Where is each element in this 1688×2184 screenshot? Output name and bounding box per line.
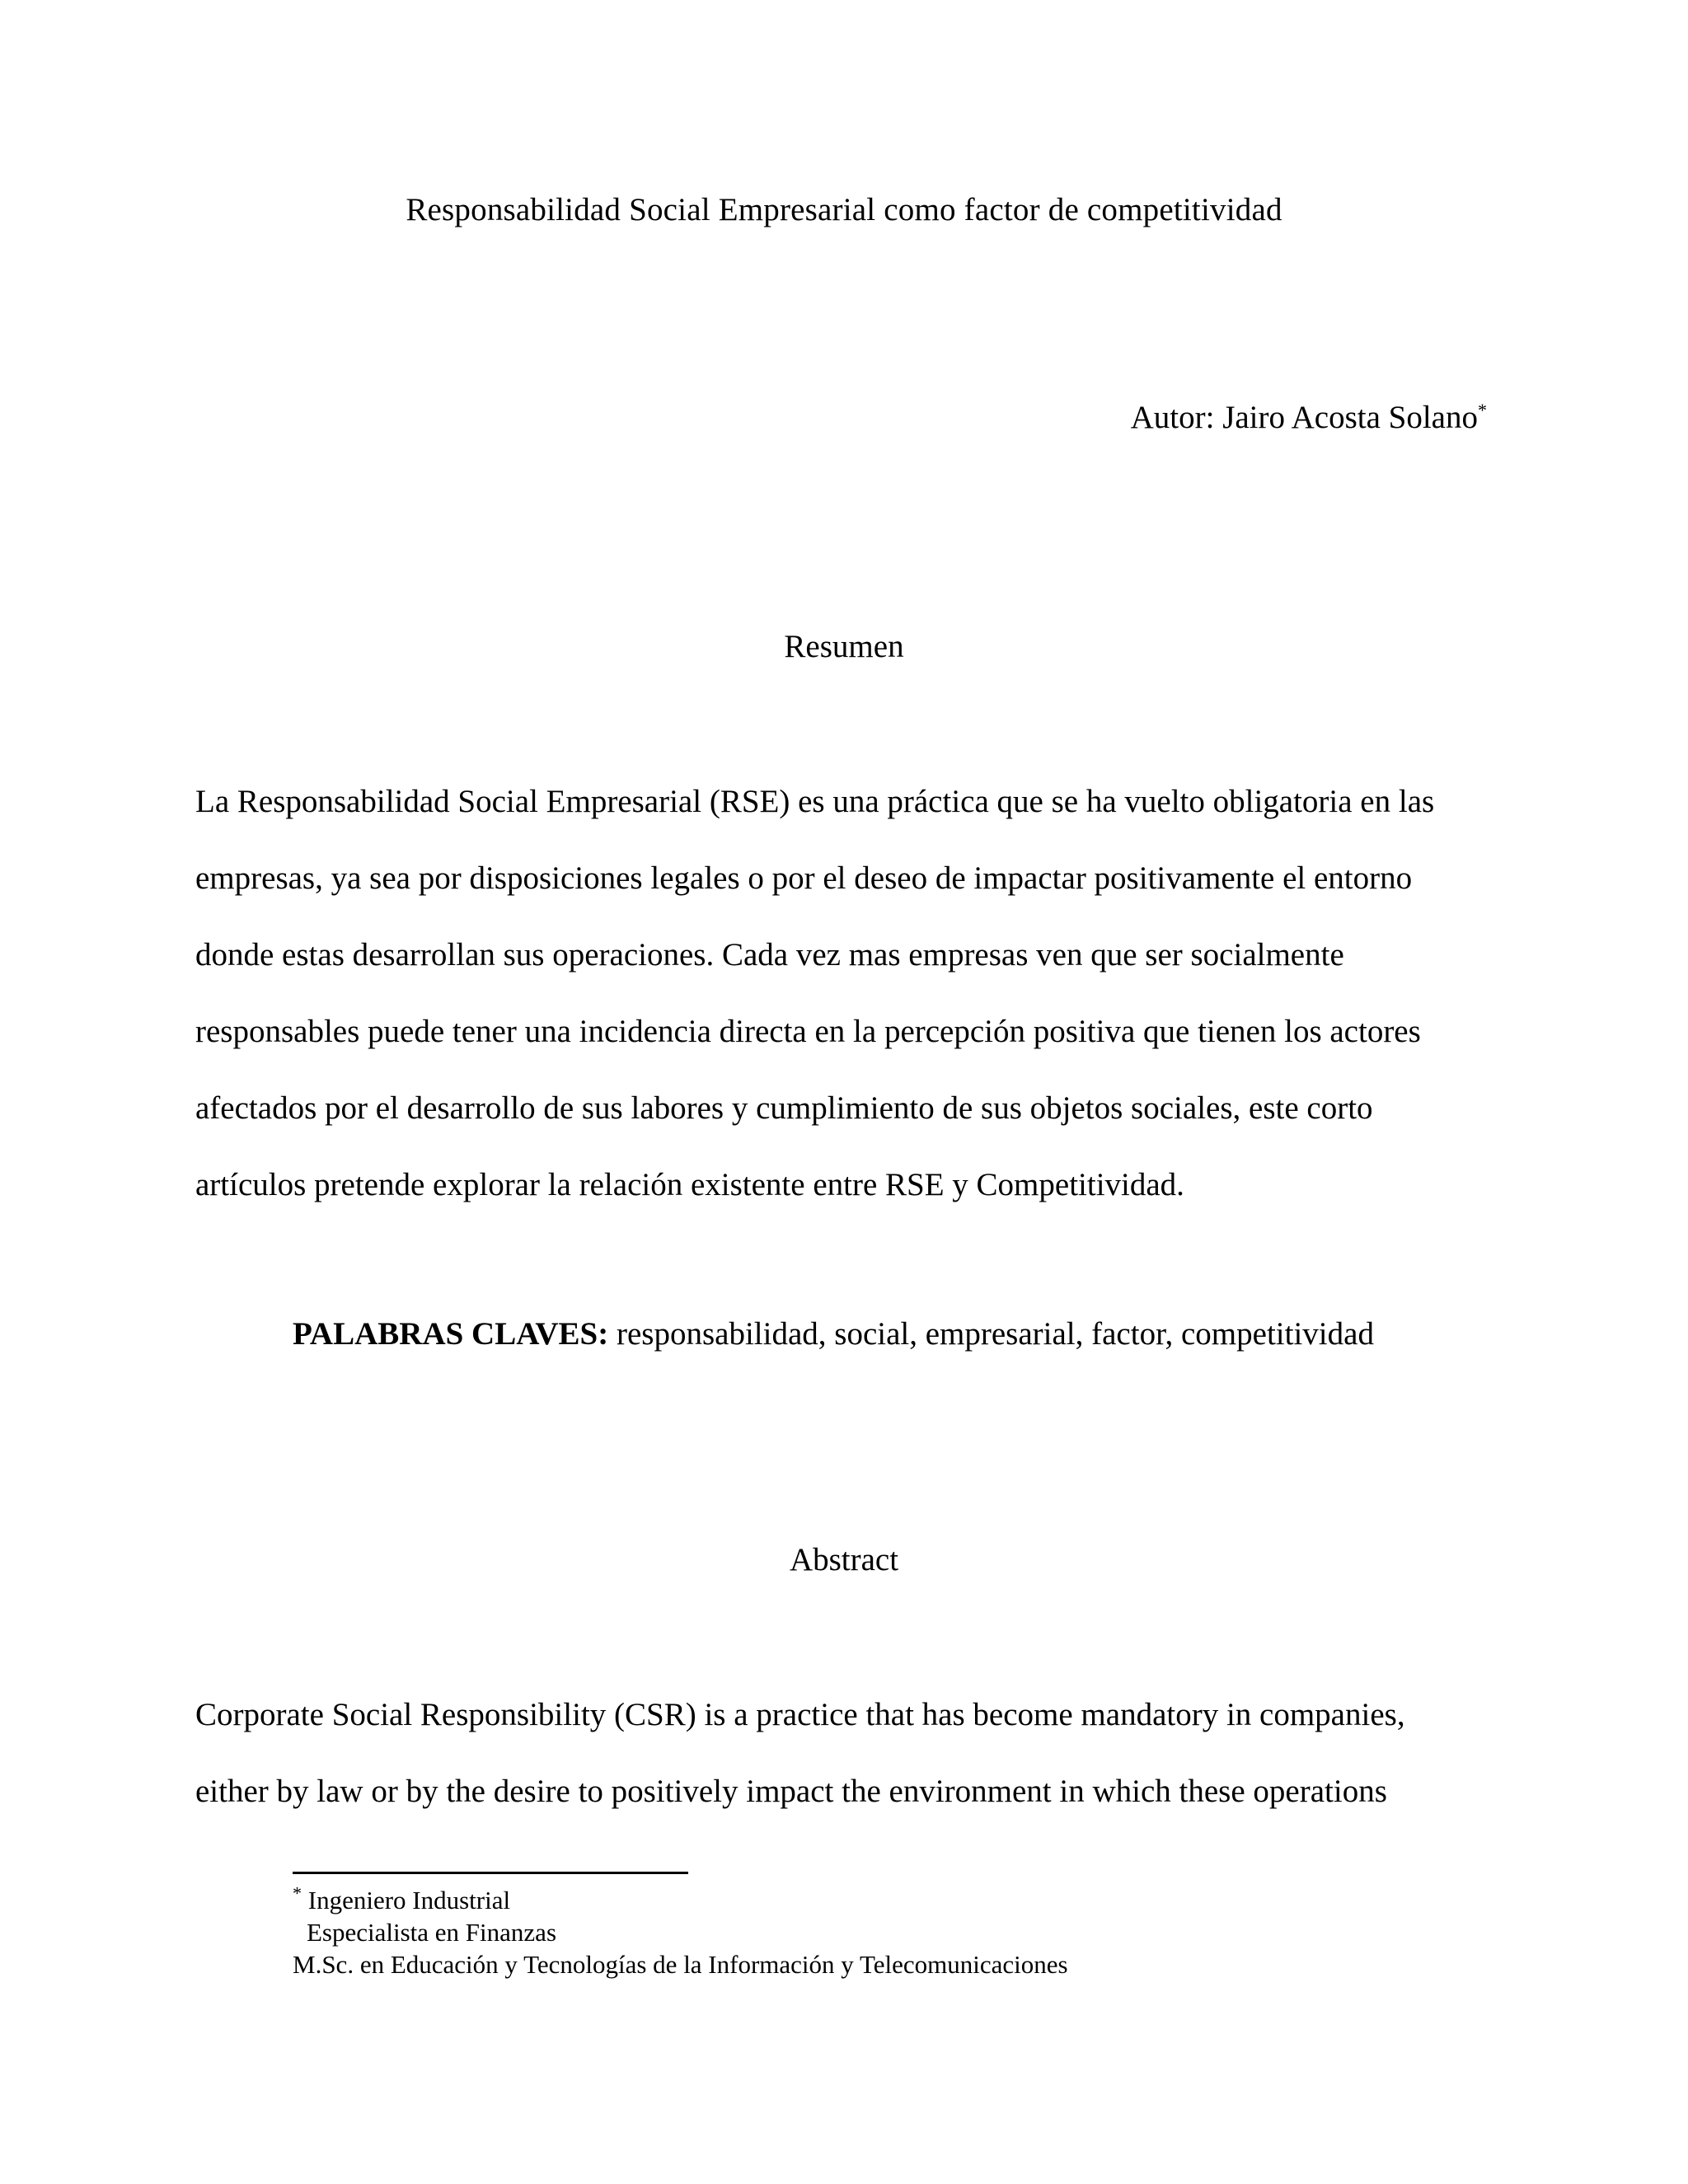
resumen-line: afectados por el desarrollo de sus labores y cumplimiento de sus objetos sociales, este corto xyxy=(195,1090,1373,1126)
author-footnote-mark: * xyxy=(1478,400,1487,420)
footnote xyxy=(293,1884,1068,1980)
footnote-mark: * xyxy=(293,1882,302,1904)
resumen-line: La Responsabilidad Social Empresarial (RSE) es una práctica que se ha vuelto obligatoria en las xyxy=(195,784,1435,819)
abstract-line: either by law or by the desire to positively impact the environment in which these operations xyxy=(195,1774,1387,1809)
paper-title: Responsabilidad Social Empresarial como factor de competitividad xyxy=(406,192,1282,227)
keywords-label: PALABRAS CLAVES: xyxy=(293,1316,609,1352)
footnote-line: Especialista en Finanzas xyxy=(307,1918,557,1947)
resumen-paragraph xyxy=(195,781,1531,1241)
abstract-line: Corporate Social Responsibility (CSR) is a practice that has become mandatory in companies, xyxy=(195,1697,1405,1732)
resumen-line: responsables puede tener una incidencia directa en la percepción positiva que tienen los actores xyxy=(195,1014,1421,1049)
abstract-heading: Abstract xyxy=(789,1542,899,1577)
author-line xyxy=(1131,397,1487,438)
author-name: Autor: Jairo Acosta Solano xyxy=(1130,400,1478,435)
resumen-line: artículos pretende explorar la relación existente entre RSE y Competitividad. xyxy=(195,1167,1184,1202)
footnote-line: M.Sc. en Educación y Tecnologías de la Información y Telecomunicaciones xyxy=(293,1950,1068,1979)
footnote-text: Ingeniero Industrial xyxy=(302,1886,511,1915)
resumen-line: empresas, ya sea por disposiciones legales o por el deseo de impactar positivamente el entorno xyxy=(195,860,1413,896)
resumen-line: donde estas desarrollan sus operaciones. Cada vez mas empresas ven que ser socialmente xyxy=(195,937,1344,972)
resumen-heading: Resumen xyxy=(784,629,904,664)
keywords-line xyxy=(293,1314,1374,1355)
abstract-paragraph xyxy=(195,1694,1531,1848)
footnote-separator xyxy=(293,1872,688,1874)
keywords-list: responsabilidad, social, empresarial, factor, competitividad xyxy=(608,1316,1374,1352)
footnote-line xyxy=(293,1884,1068,1916)
